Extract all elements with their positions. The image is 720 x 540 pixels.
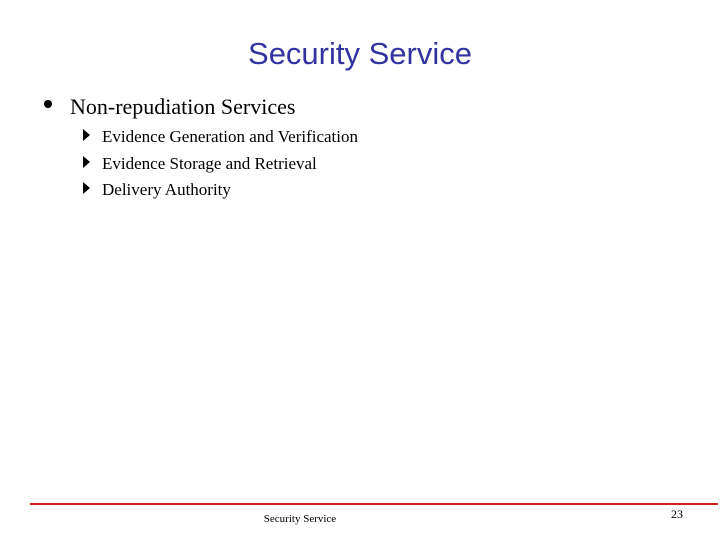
bullet-text: Non-repudiation Services [70,94,296,119]
triangle-bullet-icon [83,182,90,194]
sub-bullet-item [83,124,358,151]
page-number: 23 [671,507,683,521]
bullet-dot-icon [44,100,52,108]
footer-text: Security Service [263,513,337,525]
sub-bullet-item [83,177,358,204]
sub-bullet-text: Evidence Storage and Retrieval [102,153,317,173]
bullet-item [44,93,295,121]
triangle-bullet-icon [83,156,90,168]
sub-bullet-text: Evidence Generation and Verification [102,127,358,146]
triangle-bullet-icon [83,129,90,141]
footer-divider [30,503,718,505]
sub-bullet-item [83,151,358,178]
slide-title: Security Service [248,36,472,71]
sub-bullet-list [83,124,358,204]
sub-bullet-text: Delivery Authority [102,180,231,199]
